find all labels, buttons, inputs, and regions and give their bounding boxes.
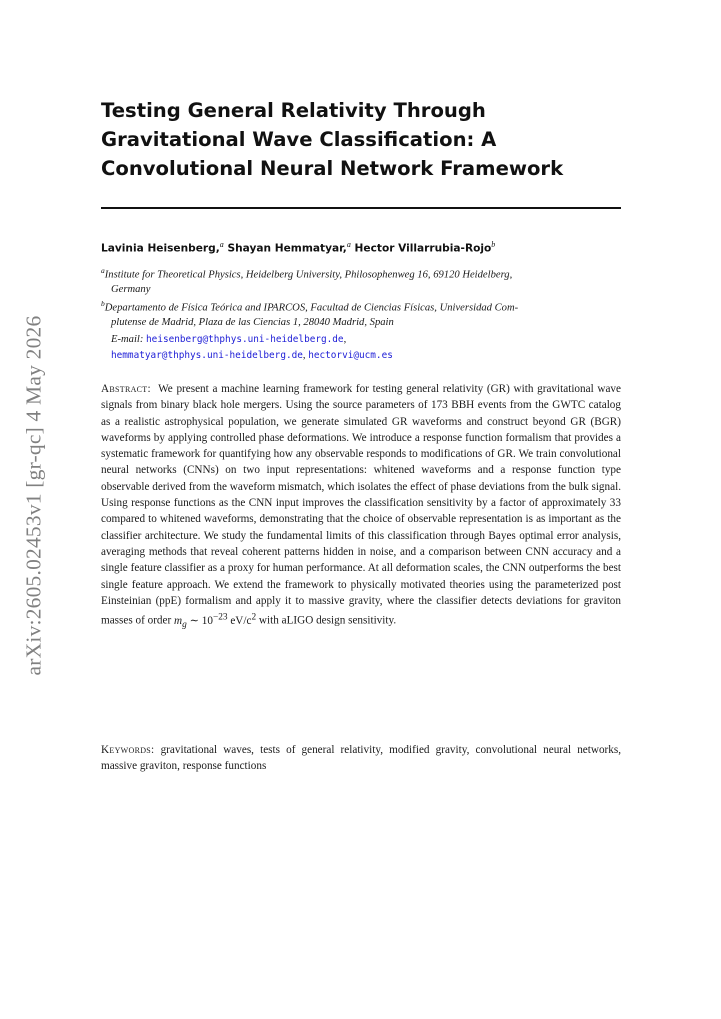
math-symbol: m: [174, 614, 183, 627]
affiliation-line: plutense de Madrid, Plaza de las Ciencias 1, 28040 Madrid, Spain: [111, 317, 394, 329]
math-exponent: −23: [212, 612, 228, 623]
affiliation-mark: b: [101, 299, 105, 308]
affiliation-b: [101, 297, 621, 331]
affiliation-line: Departamento de Física Teórica and IPARCOS, Facultad de Ciencias Físicas, Universidad Com-: [104, 302, 519, 314]
paper-title: Testing General Relativity Through Gravitational Wave Classification: A Convolutional Neural Network Framework: [101, 99, 564, 180]
math-unit: eV/c: [230, 614, 252, 627]
arxiv-identifier-text: arXiv:2605.02453v1 [gr-qc] 4 May 2026: [21, 315, 46, 675]
abstract-tail: with aLIGO design sensitivity.: [258, 614, 397, 627]
keywords-heading: Keywords:: [101, 744, 155, 756]
abstract: [101, 381, 621, 633]
author-list: [101, 240, 621, 255]
keywords: [101, 742, 621, 775]
author-affiliation-mark: a: [219, 240, 224, 249]
affiliation-line: Institute for Theoretical Physics, Heidelberg University, Philosophenweg 16, 69120 Heidelberg,: [104, 269, 513, 281]
email-link[interactable]: hemmatyar@thphys.uni-heidelberg.de: [111, 350, 303, 361]
abstract-heading: Abstract:: [101, 383, 151, 395]
arxiv-identifier: [18, 300, 50, 690]
math-value: ∼ 10: [189, 614, 213, 627]
email-label: E-mail:: [111, 334, 144, 345]
affiliation-a: [101, 264, 621, 298]
keywords-text: gravitational waves, tests of general relativity, modified gravity, convolutional neural networks, massive graviton, response functions: [101, 744, 622, 773]
math-subscript: g: [182, 620, 187, 631]
affiliation-line: Germany: [111, 284, 151, 296]
abstract-text: We present a machine learning framework for testing general relativity (GR) with gravitational wave signals from binary black hole mergers. Using the source parameters of 173 BBH events from the GWTC catalog as a realistic astrophysical population, we generate simulated GR waveforms and construct beyond GR (BGR) waveforms by applying controlled phase deformations. We introduce a response function formalism that provides a systematic framework for quantifying how any observable responds to modifications of GR. We train convolutional neural networks (CNNs) on two input representations: whitened waveforms and a response function type observable derived from the waveform mismatch, which isolates the effect of phase deviations from the bulk signal. Using response functions as the CNN input improves the classification sensitivity by a factor of approximately 33 compared to whitened waveforms, demonstrating that the choice of observable representation is as important as the classifier architecture. We study the fundamental limits of this classification through Bayes optimal error analysis, averaging methods that reveal coherent patterns hidden in noise, and a comparison between CNN accuracy and a single feature classifier as a proxy for human performance. At all deformation scales, the CNN outperforms the best single feature approach. We extend the framework to physically motivated theories using the parameterized post Einsteinian (ppE) formalism and apply it to massive gravity, where the classifier detects deviations for graviton masses of order: [101, 383, 621, 627]
author-affiliation-mark: a: [346, 240, 351, 249]
title-rule: [101, 207, 621, 209]
author-name: Shayan Hemmatyar,: [227, 242, 347, 255]
email-link[interactable]: heisenberg@thphys.uni-heidelberg.de: [146, 334, 344, 345]
email-block: E-mail: heisenberg@thphys.uni-heidelberg.de, hemmatyar@thphys.uni-heidelberg.de, hectorvi@ucm.es: [111, 334, 393, 361]
author-name: Hector Villarrubia-Rojo: [354, 242, 492, 255]
graviton-mass-expression: [174, 612, 257, 631]
email-link[interactable]: hectorvi@ucm.es: [308, 350, 393, 361]
author-affiliation-mark: b: [491, 240, 496, 249]
affiliation-mark: a: [101, 266, 105, 275]
math-unit-exponent: 2: [251, 612, 257, 623]
author-name: Lavinia Heisenberg,: [101, 242, 220, 255]
